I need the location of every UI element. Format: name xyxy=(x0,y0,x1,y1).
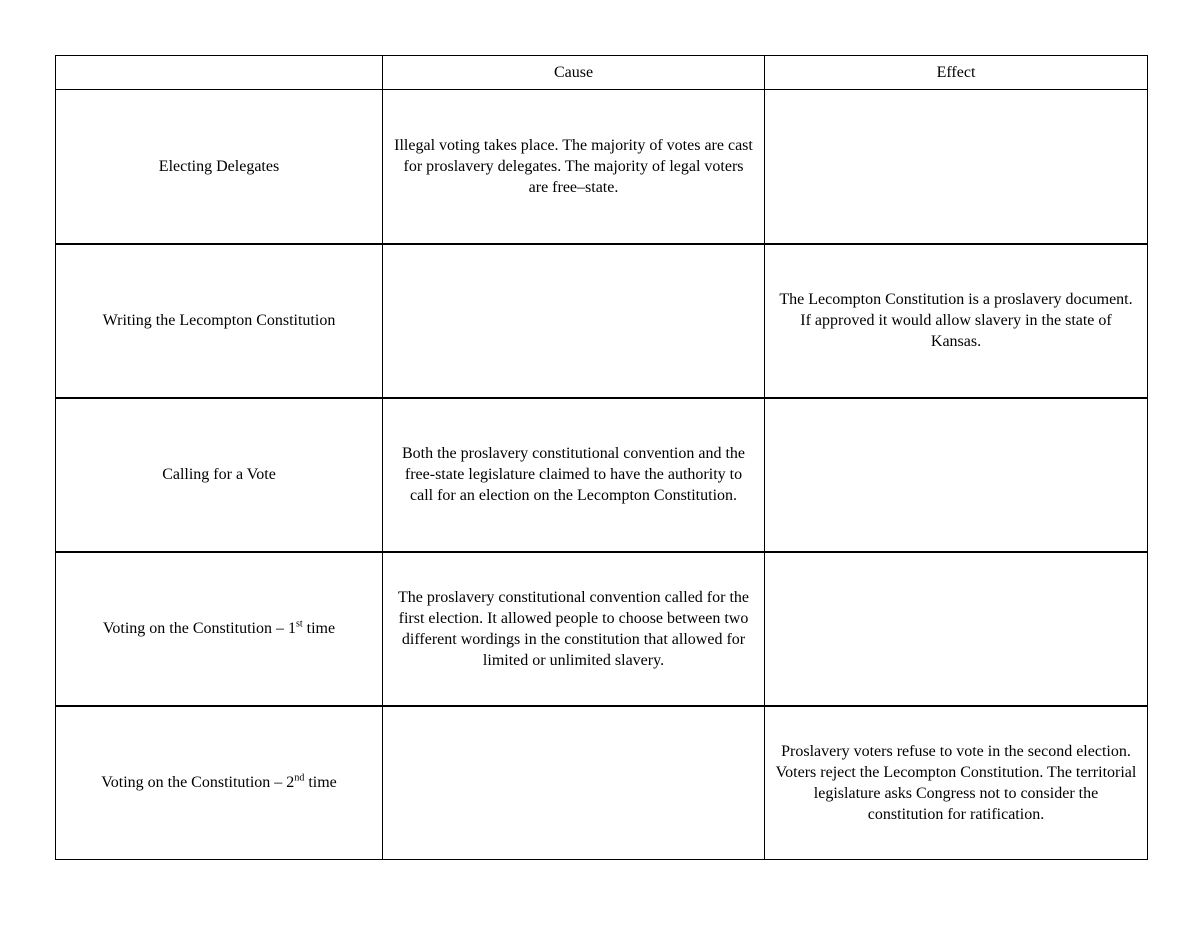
topic-cell xyxy=(56,552,383,706)
ordinal-suffix: nd xyxy=(294,772,305,784)
topic-text-end: time xyxy=(302,620,336,637)
cause-cell xyxy=(383,706,765,860)
table-row xyxy=(56,244,1148,398)
ordinal-suffix: st xyxy=(295,618,303,630)
table-row xyxy=(56,90,1148,244)
effect-cell xyxy=(765,90,1148,244)
effect-cell: Proslavery voters refuse to vote in the second election. Voters reject the Lecompton Constitution. The territorial legislature asks Congress not to consider the constitution for ratification. xyxy=(765,706,1148,860)
header-cause-cell: Cause xyxy=(383,56,765,90)
cause-effect-table xyxy=(55,55,1148,860)
table-row xyxy=(56,552,1148,706)
topic-text: Voting on the Constitution – 2 xyxy=(101,774,295,792)
cause-cell: Both the proslavery constitutional convention and the free-state legislature claimed to have the authority to call for an election on the Lecompton Constitution. xyxy=(383,398,765,552)
table-row xyxy=(56,706,1148,860)
effect-cell: The Lecompton Constitution is a proslavery document. If approved it would allow slavery in the state of Kansas. xyxy=(765,244,1148,398)
effect-cell xyxy=(765,398,1148,552)
cause-cell xyxy=(383,244,765,398)
header-effect-cell: Effect xyxy=(765,56,1148,90)
topic-text: Voting on the Constitution – 1 xyxy=(102,620,296,637)
topic-cell: Electing Delegates xyxy=(56,90,383,244)
cause-cell: The proslavery constitutional convention called for the first election. It allowed people to choose between two different wordings in the constitution that allowed for limited or unlimited slavery. xyxy=(383,552,765,706)
topic-cell: Writing the Lecompton Constitution xyxy=(56,244,383,398)
header-topic-cell xyxy=(56,56,383,90)
table-row xyxy=(56,398,1148,552)
topic-cell xyxy=(56,706,383,860)
topic-text-end: time xyxy=(304,774,337,792)
cause-cell: Illegal voting takes place. The majority of votes are cast for proslavery delegates. The majority of legal voters are free–state. xyxy=(383,90,765,244)
table-header-row xyxy=(56,56,1148,90)
topic-cell: Calling for a Vote xyxy=(56,398,383,552)
effect-cell xyxy=(765,552,1148,706)
